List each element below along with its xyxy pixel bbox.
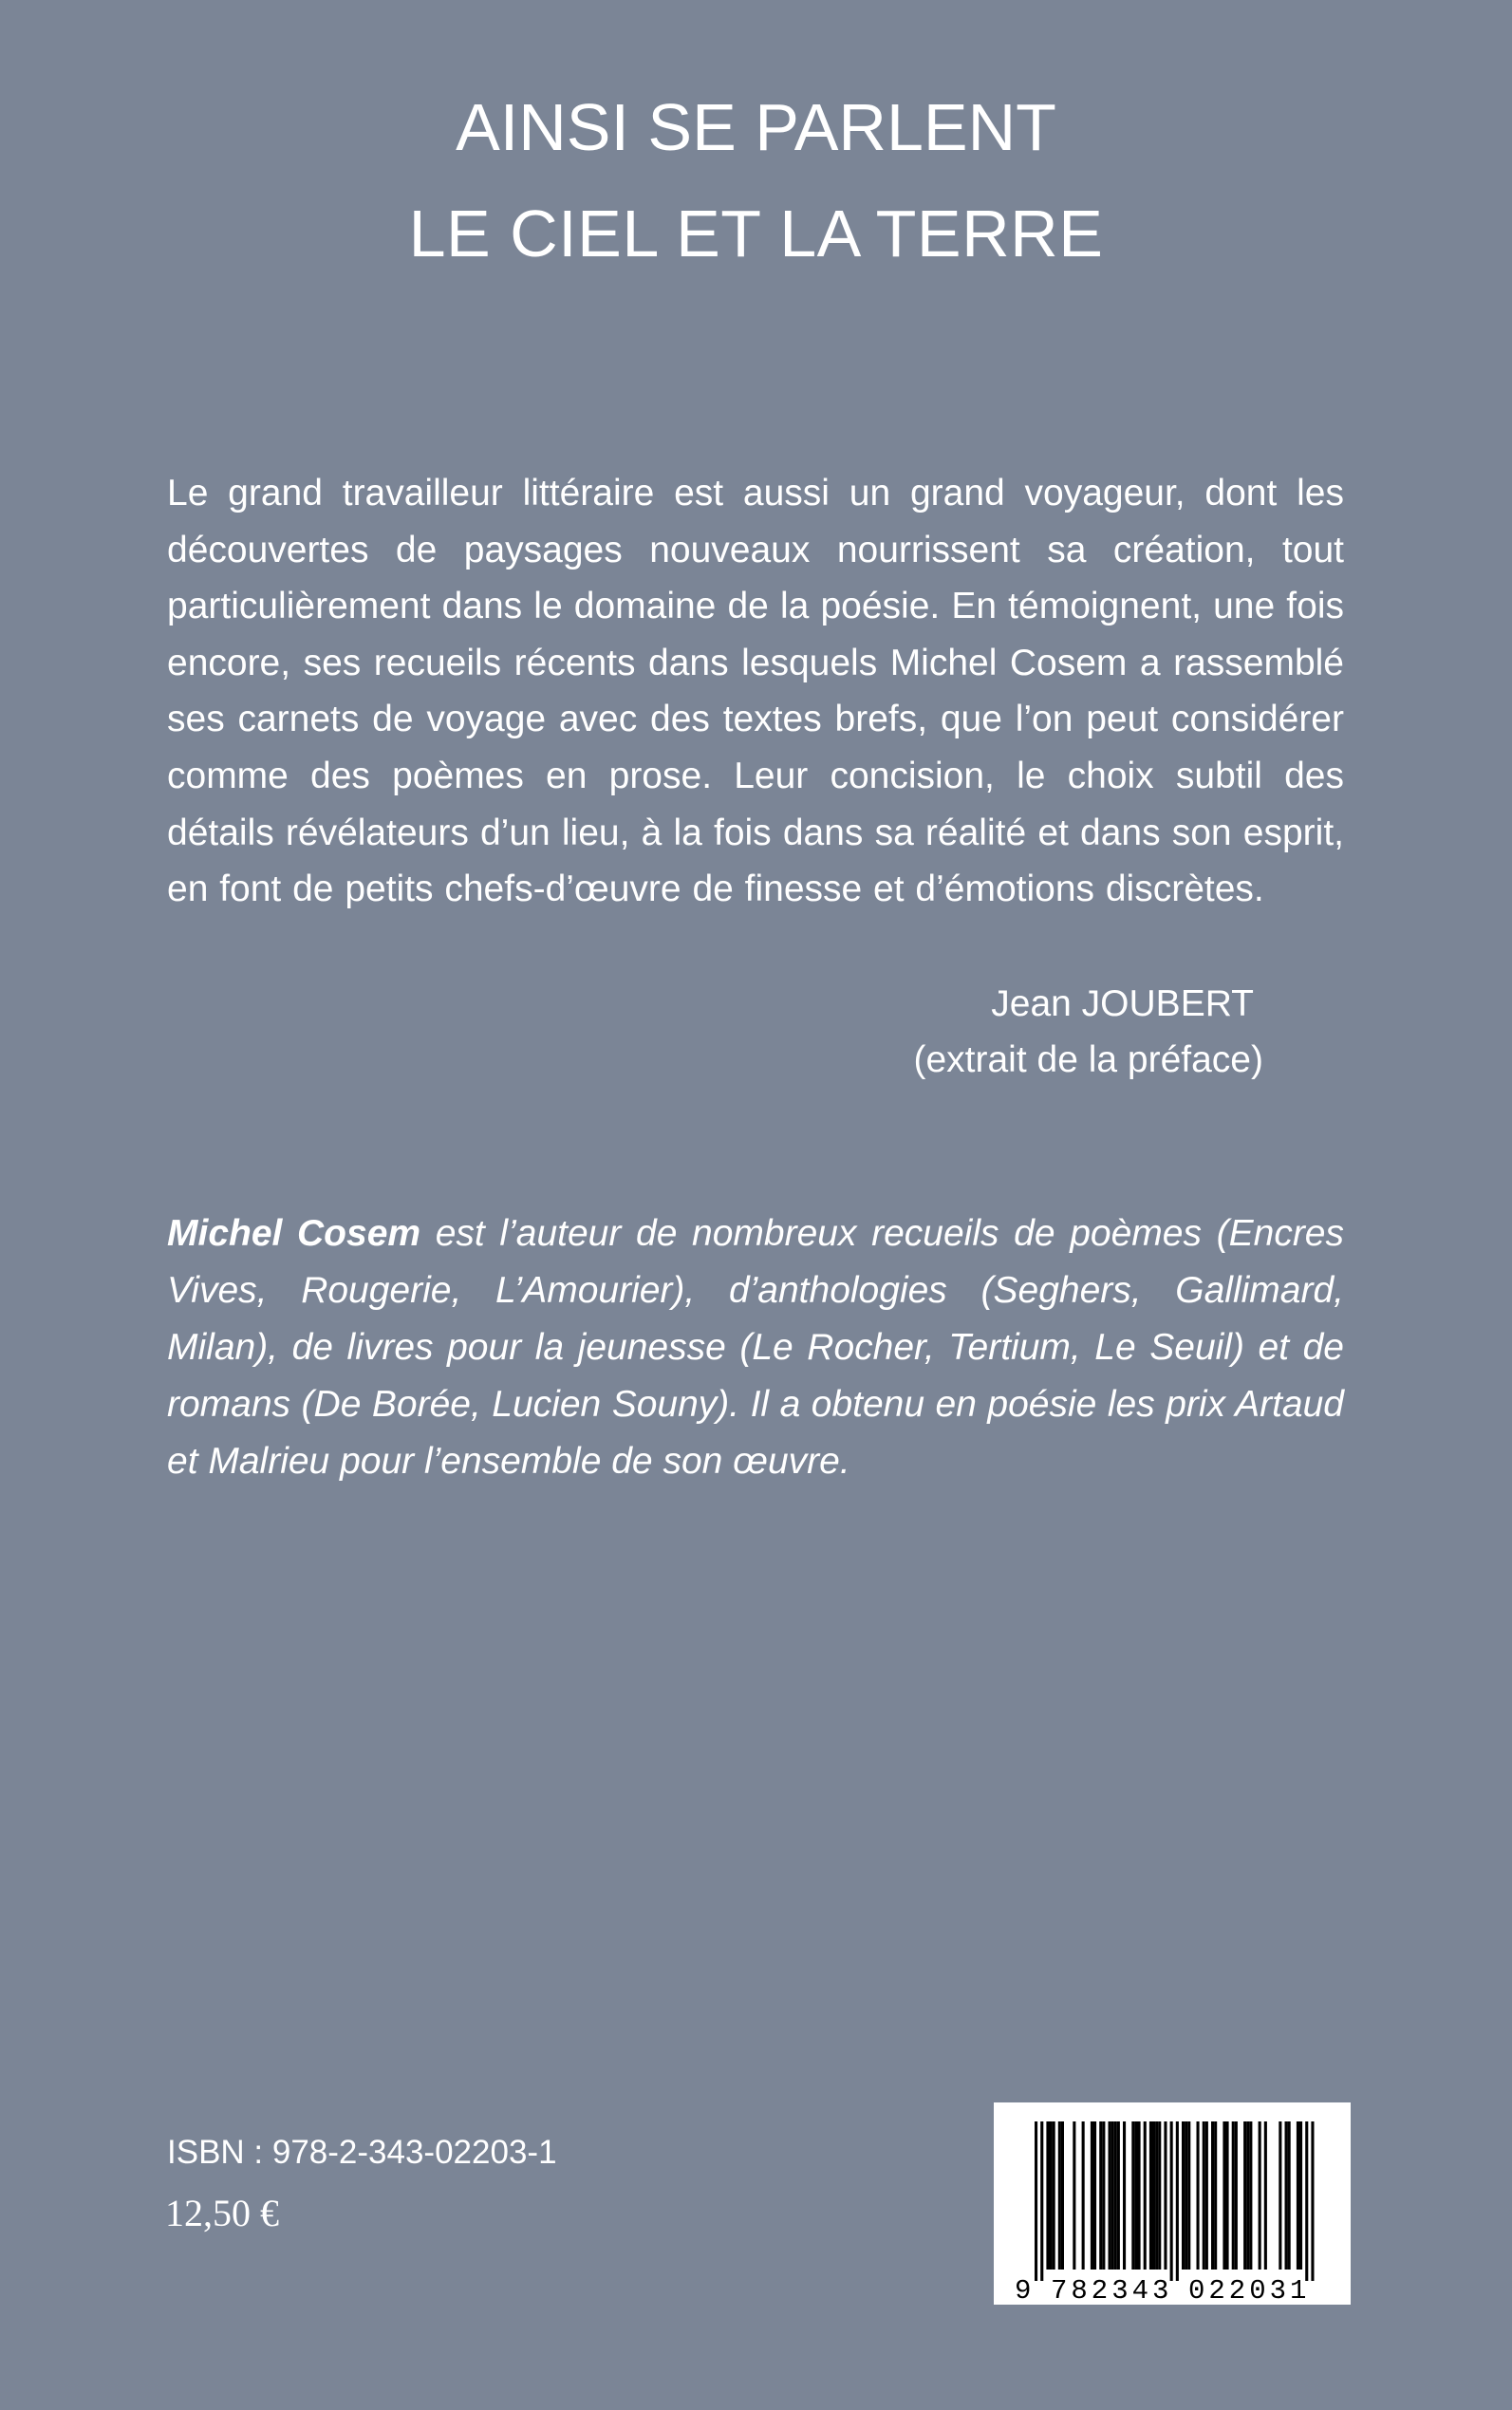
isbn-label: ISBN : 978-2-343-02203-1 [167,2134,557,2171]
barcode-bar [1061,2121,1064,2270]
barcode-bar [1117,2121,1120,2270]
barcode-bar [1082,2121,1085,2270]
barcode-bar [1235,2121,1238,2270]
barcode-bar [1155,2121,1158,2270]
barcode-bar [1299,2121,1302,2270]
barcode-bar [1259,2121,1261,2270]
barcode-bar [1305,2121,1308,2281]
barcode-bar [1223,2121,1225,2270]
barcode-bar [1246,2121,1249,2270]
barcode-bar [1111,2121,1114,2270]
author-name: Michel Cosem [167,1213,421,1254]
barcode-bar [1185,2121,1187,2270]
barcode-bar [1264,2121,1267,2270]
barcode-bar [1311,2121,1314,2281]
barcode-bar [1138,2121,1141,2270]
barcode-bar [1226,2121,1229,2270]
barcode-bar [1164,2121,1167,2270]
barcode-bar [1214,2121,1217,2270]
barcode-bar [1091,2121,1093,2270]
barcode-bar [1297,2121,1299,2270]
barcode-bar [1158,2121,1161,2270]
preface-excerpt: Le grand travailleur littéraire est aussi un grand voyageur, dont les découvertes de paysages nouveaux nourrissent sa création, tout particulièrement dans le domaine de la poésie. En témoignent, une fois encore, ses recueils récents dans lesquels Michel Cosem a rassemblé ses carnets de voyage avec des textes brefs, que l’on peut considérer comme des poèmes en prose. Leur concision, le choix subtil des détails révélateurs d’un lieu, à la fois dans sa réalité et dans son esprit, en font de petits chefs-d’œuvre de finesse et d’émotions discrètes. [167,473,1344,910]
author-bio-text: est l’auteur de nombreux recueils de poèmes (Encres Vives, Rougerie, L’Amourier), d’anthologies (Seghers, Gallimard, Milan), de livres pour la jeunesse (Le Rocher, Tertium, Le Seuil) et de romans (De Borée, Lucien Souny). Il a obtenu en poésie les prix Artaud et Malrieu pour l’ensemble de son œuvre. [167,1213,1344,1482]
barcode-bar [1073,2121,1075,2270]
barcode-right-digits: 022031 [1188,2275,1311,2305]
barcode-bar [1040,2121,1043,2281]
barcode-graphic [994,2102,1351,2305]
barcode-bar [1232,2121,1235,2270]
barcode-bar [1170,2121,1173,2281]
barcode-bar [1249,2121,1252,2270]
barcode-bar [1109,2121,1111,2270]
barcode-bar [1182,2121,1185,2270]
barcode-bar [1099,2121,1102,2270]
barcode-bar [1123,2121,1126,2270]
price-label: 12,50 € [165,2192,279,2234]
barcode-bar [1134,2121,1137,2270]
barcode-bars [1035,2121,1315,2281]
barcode-first-digit: 9 [1015,2275,1032,2305]
barcode-left-digits: 782343 [1051,2275,1173,2305]
signature-name: Jean JOUBERT [991,983,1254,1024]
barcode-bar [1053,2121,1055,2270]
barcode-bar [1288,2121,1291,2270]
barcode-bar [1093,2121,1096,2270]
title-line-2: LE CIEL ET LA TERRE [408,196,1104,271]
barcode-bar [1205,2121,1208,2270]
barcode-bar [1131,2121,1134,2270]
barcode-bar [1176,2121,1179,2281]
barcode-bar [1102,2121,1105,2270]
barcode-bar [1058,2121,1061,2270]
barcode-bar [1197,2121,1200,2270]
barcode-bar [1285,2121,1288,2270]
barcode-bar [1050,2121,1053,2270]
barcode-bar [1211,2121,1214,2270]
barcode-bar [1035,2121,1037,2281]
author-bio [167,1205,1344,1490]
barcode-bar [1114,2121,1117,2270]
book-title [0,74,1512,287]
barcode-bar [1046,2121,1049,2270]
barcode-bar [1187,2121,1190,2270]
barcode-bar [1203,2121,1205,2270]
barcode-bar [1149,2121,1152,2270]
barcode-bar [1152,2121,1155,2270]
preface-signature [913,976,1263,1088]
barcode-bar [1144,2121,1147,2270]
signature-source: (extrait de la préface) [913,1039,1263,1080]
barcode-bar [1279,2121,1281,2270]
barcode [994,2102,1351,2305]
barcode-bar [1243,2121,1246,2270]
title-line-1: AINSI SE PARLENT [456,90,1056,164]
